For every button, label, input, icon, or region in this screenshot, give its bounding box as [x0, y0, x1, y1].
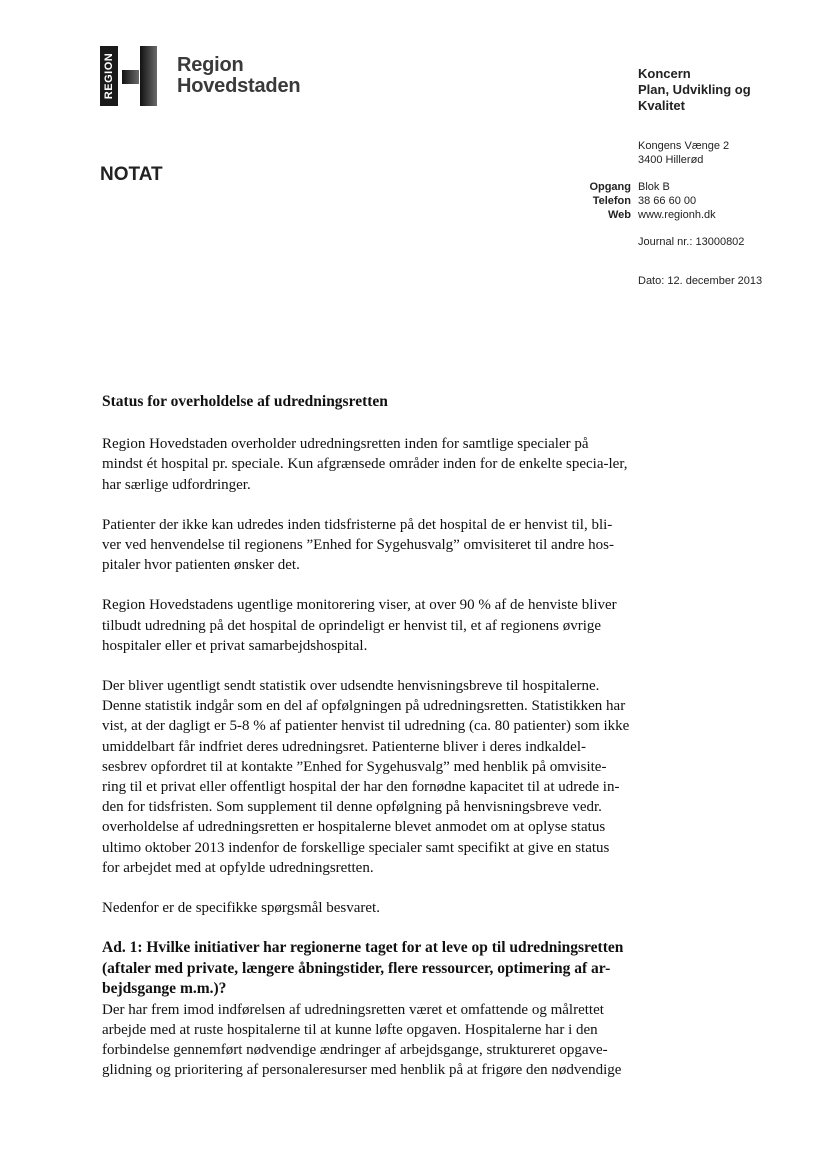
logo-wordmark — [177, 55, 300, 97]
department — [638, 66, 751, 114]
dept-line2: Plan, Udvikling og — [638, 82, 751, 97]
document-type: NOTAT — [100, 164, 163, 185]
dept-line3: Kvalitet — [638, 98, 685, 113]
street: Kongens Vænge 2 — [638, 140, 730, 152]
question-1-heading: Ad. 1: Hvilke initiativer har regionerne taget for at leve op til udredningsretten (aftaler med private, længere åbningstider, flere ressourcer, optimering af ar-bejdsgange m.m.)? — [102, 939, 624, 998]
logo-name-line1: Region — [177, 54, 244, 76]
telefon-value: 38 66 60 00 — [638, 195, 697, 207]
paragraph-3: Region Hovedstadens ugentlige monitorering viser, at over 90 % af de henviste bliver tilbudt udredning på det hospital de oprindeligt er henvist til, et af regionens øvrige hospitaler eller et privat samarbejdshospital. — [102, 597, 617, 654]
document-body — [102, 392, 630, 1081]
region-logo — [100, 46, 300, 110]
logo-vertical-text: REGION — [103, 52, 115, 100]
address — [638, 139, 729, 167]
dept-line1: Koncern — [638, 66, 691, 81]
contact-row-web — [560, 208, 716, 222]
document-title: Status for overholdelse af udredningsretten — [102, 393, 388, 410]
document-date: Dato: 12. december 2013 — [638, 275, 763, 287]
opgang-value: Blok B — [638, 181, 670, 193]
contact-row-opgang — [560, 180, 716, 194]
journal-number: Journal nr.: 13000802 — [638, 236, 745, 248]
answer-1: Der har frem imod indførelsen af udredningsretten været et omfattende og målrettet arbejde med at ruste hospitalerne til at kunne løfte opgaven. Hospitalerne har i den forbindelse gennemført nødvendige ændringer af arbejdsgange, struktureret opgave-glidning og prioritering af personaleresurser med henblik på at frigøre den nødvendige — [102, 1001, 622, 1079]
logo-name-line2: Hovedstaden — [177, 75, 301, 97]
opgang-label: Opgang — [589, 181, 631, 193]
paragraph-5: Nedenfor er de specifikke spørgsmål besvaret. — [102, 900, 380, 917]
paragraph-2: Patienter der ikke kan udredes inden tidsfristerne på det hospital de er henvist til, bli-ver ved henvendelse til regionens ”Enhed for Sygehusvalg” omvisiteret til andre hos-pitaler hvor patienten ønsker det. — [102, 516, 614, 574]
paragraph-1: Region Hovedstaden overholder udredningsretten inden for samtlige specialer på mindst ét hospital pr. speciale. Kun afgrænsede områder inden for de enkelte specia-ler, har særlige udfordringer. — [102, 436, 628, 493]
paragraph-4: Der bliver ugentligt sendt statistik over udsendte henvisningsbreve til hospitalerne. Denne statistik indgår som en del af opfølgningen på udredningsretten. Statistikken har vist, at der dagligt er 5-8 % af patienter henvist til udredning (ca. 80 patienter) som ikke umiddelbart får indfriet deres udredningsret. Patienterne bliver i deres indkaldel-sesbrev opfordret til at kontakte ”Enhed for Sygehusvalg” med henblik på omvisite-ring til et privat eller offentligt hospital der har den fornødne kapacitet til at udrede in-den for tidsfristen. Som supplement til denne opfølgning på henvisningsbreve vedr. overholdelse af udredningsretten er hospitalerne blevet anmodet om at oplyse status ultimo oktober 2013 indenfor de forskellige specialer samt specifikt at give en status for arbejdet med at opfylde udredningsretten. — [102, 678, 630, 876]
telefon-label: Telefon — [592, 195, 631, 207]
contact-row-telefon — [560, 194, 716, 208]
web-label: Web — [607, 209, 631, 221]
contact-info — [560, 180, 716, 222]
city: 3400 Hillerød — [638, 154, 704, 166]
web-value: www.regionh.dk — [638, 209, 716, 221]
